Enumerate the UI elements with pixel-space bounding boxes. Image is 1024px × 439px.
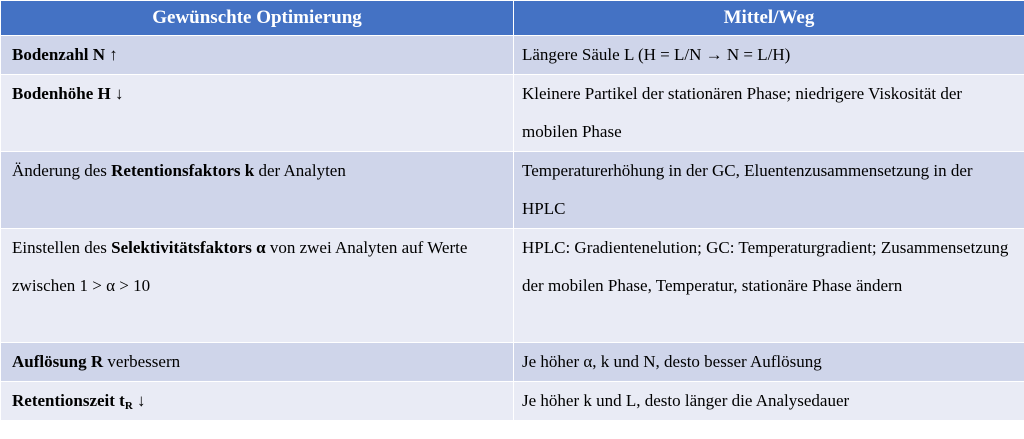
optimization-cell (1, 36, 514, 75)
table-row (1, 229, 1024, 343)
optimization-pre: Änderung des (12, 161, 112, 180)
table-row (1, 75, 1024, 152)
optimization-bold (12, 391, 133, 410)
retention-time-label: Retentionszeit t (12, 391, 125, 410)
means-cell: Kleinere Partikel der stationären Phase; niedrigere Viskosität der mobilen Phase (514, 75, 1024, 152)
means-cell: Je höher α, k und N, desto besser Auflösung (514, 343, 1024, 382)
table-row (1, 343, 1024, 382)
header-optimization: Gewünschte Optimierung (1, 1, 514, 36)
table-row (1, 152, 1024, 229)
table-row (1, 382, 1024, 421)
optimization-bold: Auflösung R (12, 352, 104, 371)
optimization-bold: Bodenzahl N ↑ (12, 45, 118, 64)
optimization-cell (1, 152, 514, 229)
optimization-post: von zwei Analyten auf Werte zwischen 1 > α > 10 (12, 238, 468, 295)
optimization-bold: Retentionsfaktors k (111, 161, 255, 180)
means-cell: Längere Säule L (H = L/N → N = L/H) (514, 36, 1024, 75)
optimization-post: verbessern (103, 352, 181, 371)
optimization-cell (1, 382, 514, 421)
means-cell: Temperaturerhöhung in der GC, Eluentenzusammensetzung in der HPLC (514, 152, 1024, 229)
retention-time-subscript: R (124, 400, 133, 412)
optimization-bold: Selektivitätsfaktors α (111, 238, 266, 257)
optimization-cell (1, 343, 514, 382)
optimization-cell (1, 229, 514, 343)
optimization-cell (1, 75, 514, 152)
optimization-bold: Bodenhöhe H ↓ (12, 84, 124, 103)
header-means: Mittel/Weg (514, 1, 1024, 36)
means-cell: HPLC: Gradientenelution; GC: Temperaturgradient; Zusammensetzung der mobilen Phase, Temperatur, stationäre Phase ändern (514, 229, 1024, 343)
means-cell: Je höher k und L, desto länger die Analysedauer (514, 382, 1024, 421)
optimization-pre: Einstellen des (12, 238, 112, 257)
optimization-post: der Analyten (254, 161, 346, 180)
optimization-post: ↓ (132, 391, 146, 410)
table-header-row (1, 1, 1024, 36)
table-row (1, 36, 1024, 75)
